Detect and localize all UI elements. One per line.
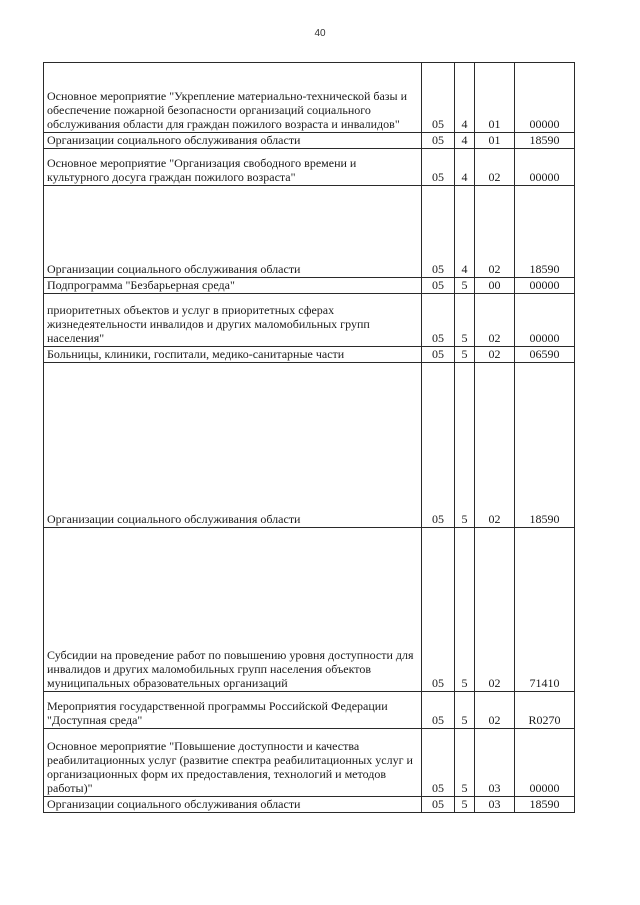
row-name: Подпрограмма "Безбарьерная среда" [44,278,422,294]
row-name: Больницы, клиники, госпитали, медико-санитарные части [44,347,422,363]
code-section: 05 [422,797,455,813]
code-subprogram: 5 [455,347,475,363]
code-section: 05 [422,347,455,363]
row-name: Организации социального обслуживания области [44,363,422,528]
code-event: 01 [475,63,515,133]
code-direction: 00000 [515,729,575,797]
table-row [44,363,575,528]
code-section: 05 [422,363,455,528]
row-name: Основное мероприятие "Повышение доступности и качества реабилитационных услуг (развитие спектра реабилитационных услуг и организационных форм их предоставления, технологий и методов работы)" [44,729,422,797]
code-section: 05 [422,278,455,294]
code-subprogram: 5 [455,278,475,294]
code-direction: 18590 [515,363,575,528]
code-direction: 06590 [515,347,575,363]
code-section: 05 [422,692,455,729]
page-number: 40 [314,28,326,39]
code-direction: 18590 [515,186,575,278]
code-event: 02 [475,528,515,692]
code-direction: 00000 [515,294,575,347]
code-subprogram: 4 [455,63,475,133]
table-row [44,186,575,278]
row-name: Субсидии на проведение работ по повышению уровня доступности для инвалидов и других маломобильных групп населения объектов муниципальных образовательных организаций [44,528,422,692]
table-row [44,528,575,692]
table-row [44,149,575,186]
code-event: 02 [475,186,515,278]
row-name: Мероприятия государственной программы Российской Федерации "Доступная среда" [44,692,422,729]
code-event: 00 [475,278,515,294]
code-direction: 00000 [515,278,575,294]
table-row [44,63,575,133]
row-name: Организации социального обслуживания области [44,797,422,813]
code-section: 05 [422,729,455,797]
row-name: Организации социального обслуживания области [44,133,422,149]
row-name: приоритетных объектов и услуг в приоритетных сферах жизнедеятельности инвалидов и других маломобильных групп населения" [44,294,422,347]
code-event: 01 [475,133,515,149]
row-name: Организации социального обслуживания области [44,186,422,278]
code-event: 02 [475,294,515,347]
code-subprogram: 5 [455,363,475,528]
code-direction: 71410 [515,528,575,692]
code-subprogram: 4 [455,186,475,278]
code-direction: 18590 [515,133,575,149]
code-subprogram: 5 [455,729,475,797]
code-subprogram: 4 [455,133,475,149]
row-name: Основное мероприятие "Организация свободного времени и культурного досуга граждан пожилого возраста" [44,149,422,186]
code-subprogram: 5 [455,692,475,729]
code-section: 05 [422,186,455,278]
table-row [44,278,575,294]
code-section: 05 [422,149,455,186]
table-row [44,133,575,149]
code-section: 05 [422,294,455,347]
code-section: 05 [422,63,455,133]
code-event: 02 [475,347,515,363]
code-direction: 18590 [515,797,575,813]
code-subprogram: 4 [455,149,475,186]
code-event: 02 [475,692,515,729]
code-subprogram: 5 [455,797,475,813]
code-event: 03 [475,797,515,813]
code-subprogram: 5 [455,528,475,692]
code-direction: 00000 [515,63,575,133]
code-section: 05 [422,528,455,692]
code-subprogram: 5 [455,294,475,347]
table-row [44,797,575,813]
table-row [44,294,575,347]
code-direction: 00000 [515,149,575,186]
code-direction: R0270 [515,692,575,729]
code-section: 05 [422,133,455,149]
code-event: 02 [475,149,515,186]
table-row [44,347,575,363]
budget-classification-table [43,62,575,813]
code-event: 03 [475,729,515,797]
table-row [44,729,575,797]
table-row [44,692,575,729]
code-event: 02 [475,363,515,528]
row-name: Основное мероприятие "Укрепление материально-технической базы и обеспечение пожарной безопасности организаций социального обслуживания области для граждан пожилого возраста и инвалидов" [44,63,422,133]
